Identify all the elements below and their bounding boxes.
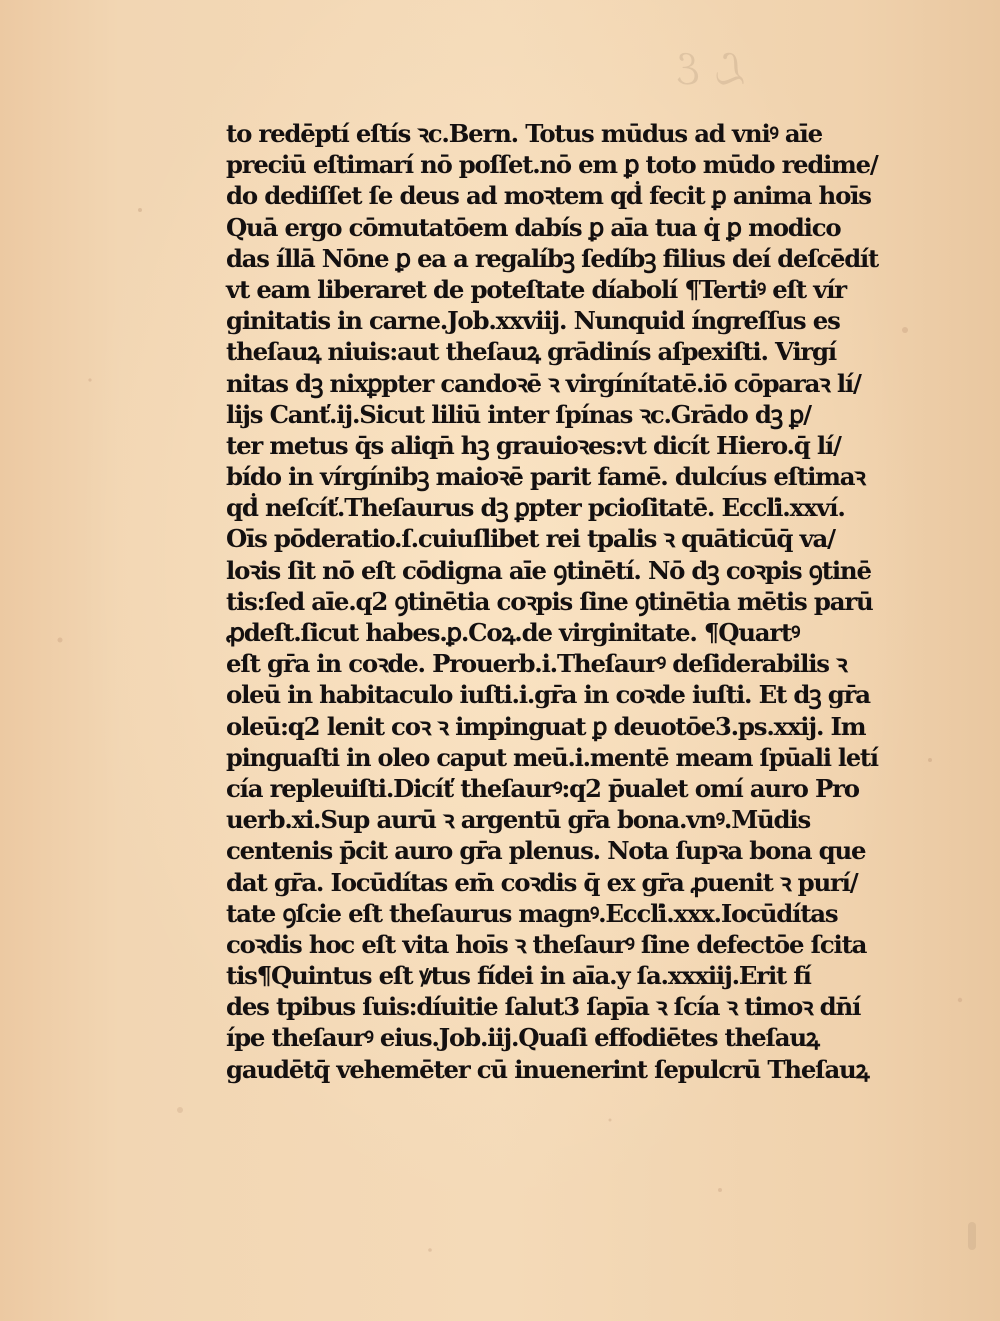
text-line: do dediſſet ſe deus ad moꝛtem qḋ fecit ꝑ anima hoīs [226,181,871,211]
text-line: preciū eſtimarí nō poſſet.nō em ꝑ toto mūdo redime/ [226,150,878,180]
text-line: des tpibus ſuis:díuitie ſalut3 ſapīa ꝛ ſcía ꝛ timoꝛ dn̄í [226,992,861,1022]
text-line: coꝛdis hoc eſt vita hoīs ꝛ theſaurꝰ ſine defectōe ſcita [226,929,867,959]
text-line: Oīs pōderatio.ſ.cuiuſlibet rei tpalis ꝛ quāticūq̄ va/ [226,524,835,554]
text-line: ꝓdeſt.ſicut habes.ꝑ.Coꝝ.de virginitate. ¶Quartꝰ [226,618,800,647]
text-line: uerb.xi.Sup aurū ꝛ argentū gr̄a bona.vnꝰ.Mūdis [226,805,811,835]
text-line: centenis p̄cit auro gr̄a plenus. Nota ſupꝛa bona que [226,836,866,866]
text-line: bído in vírgínibꝫ maioꝛē parit famē. dulcíus eſtimaꝛ [226,462,865,492]
text-line: loꝛis ſit nō eſt cōdigna aīe ꝯtinētí. Nō dꝫ coꝛpis ꝯtinē [226,555,871,585]
text-line: cía repleuiſti.Dicíť theſaurꝰ:q2 p̄ualet omí auro Pro [226,773,859,803]
paper-mark [968,1222,976,1250]
text-line: nitas dꝫ nixꝑpter candoꝛē ꝛ virgínítatē.iō cōparaꝛ lí/ [226,368,861,398]
text-line: theſauꝝ niuis:aut theſauꝝ grādinís aſpexiſti. Virgí [226,337,836,367]
text-line: dat gr̄a. Iocūdítas em̄ coꝛdis q̄ ex gr̄a ꝓuenit ꝛ purí/ [226,867,858,897]
text-line: tis¶Quintus eſt ꝟtus fídei in aīa.y ſa.xxxiij.Erit fí [226,961,811,991]
text-line: Quā ergo cōmutatōem dabís ꝑ aīa tua q̇ ꝑ modico [226,212,841,242]
text-line: tate ꝯſcie eſt theſaurus magnꝰ.Eccľi.xxx.Iocūdítas [226,898,838,928]
text-line: das íllā Nōne ꝑ ea a regalíbꝫ ſedíbꝫ filius deí deſcēdít [226,243,879,273]
text-line: ginitatis in carne.Job.xxviij. Nunquid íngreſſus es [226,306,840,336]
text-line: lijs Canť.ij.Sicut liliū inter ſpínas ꝛc.Grādo dꝫ ꝑ/ [226,399,811,429]
text-line: ter metus q̄s aliqn̄ hꝫ grauioꝛes:vt dicít Hiero.q̄ lí/ [226,430,841,460]
text-line: to redēptí eſtís ꝛc.Bern. Totus mūdus ad vniꝰ aīe [226,119,822,148]
text-line: pinguaſti in oleo caput meū.i.mentē meam ſpūali letí [226,742,878,772]
show-through-text: ℒ ℰ [675,45,745,94]
text-line: ípe theſaurꝰ eius.Job.iij.Quaſi effodiētes theſauꝝ [226,1023,819,1053]
text-line: tis:ſed aīe.q2 ꝯtinētia coꝛpis ſine ꝯtinētia mētis parū [226,586,873,616]
text-line: oleū:q2 lenit coꝛ ꝛ impinguat ꝑ deuotōe3.ps.xxij. Im [226,711,866,741]
text-block [226,118,878,1085]
text-line: qḋ neſcíť.Theſaurus dꝫ ꝑpter pcioſitatē. Eccľi.xxví. [226,493,845,523]
text-line: gaudētq̄ vehemēter cū inuenerint ſepulcrū Theſauꝝ [226,1054,869,1084]
text-line: oleū in habitaculo iuſti.i.gr̄a in coꝛde iuſti. Et dꝫ gr̄a [226,680,870,710]
text-line: vt eam liberaret de poteſtate díabolí ¶Tertiꝰ eſt vír [226,274,846,304]
text-line: eſt gr̄a in coꝛde. Prouerb.i.Theſaurꝰ deſiderabilis ꝛ [226,649,847,679]
